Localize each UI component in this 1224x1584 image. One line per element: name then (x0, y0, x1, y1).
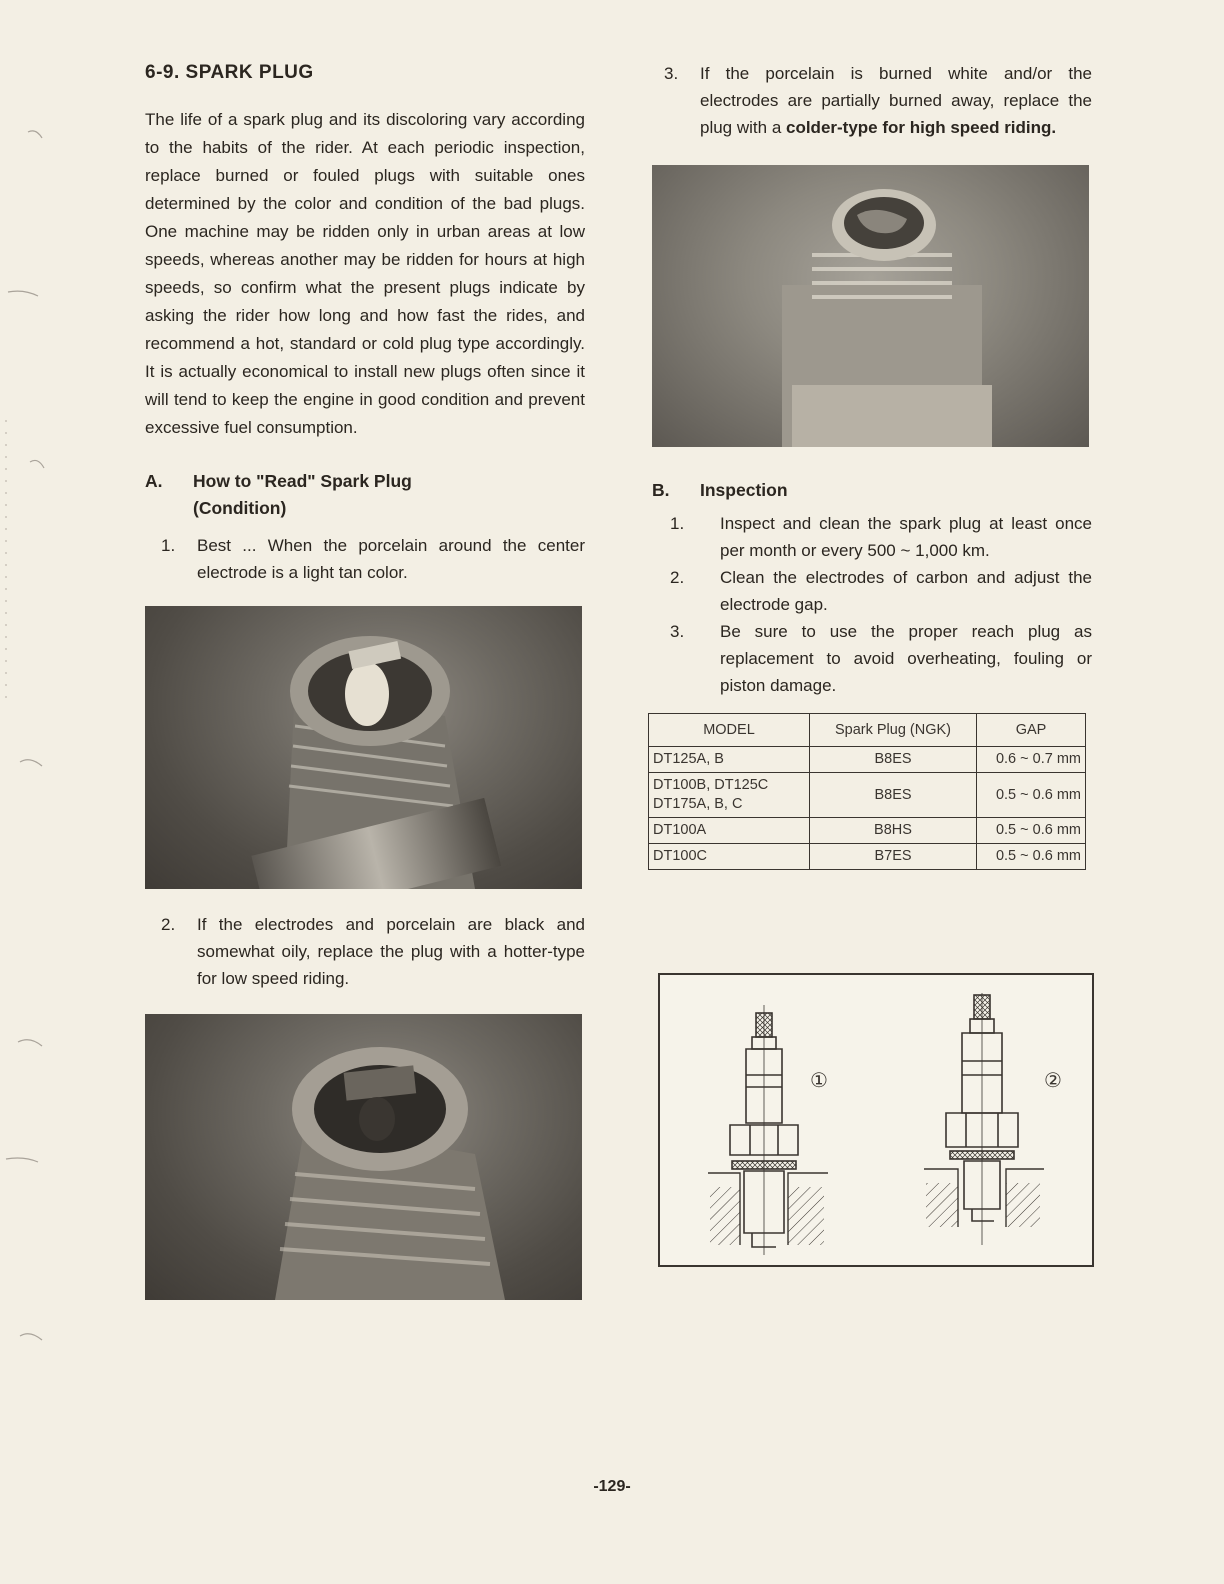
cell-model: DT100A (649, 818, 810, 844)
item-number: 2. (161, 915, 176, 934)
section-a-letter: A. (145, 471, 163, 491)
reach-diagram-drawing (660, 975, 1092, 1265)
column-header-gap: GAP (977, 714, 1086, 747)
spark-plug-photo-tan (145, 606, 582, 889)
cylinder-head-1-drawing (708, 1173, 828, 1245)
table-row (649, 773, 1086, 818)
left-column (145, 62, 585, 1300)
cell-gap: 0.6 ~ 0.7 mm (977, 747, 1086, 773)
list-item (652, 60, 1092, 141)
item-text: Clean the electrodes of carbon and adjust the electrode gap. (720, 568, 1092, 614)
diagram-label-2: ② (1044, 1068, 1062, 1092)
cell-plug: B8HS (810, 818, 977, 844)
item-number: 1. (670, 514, 685, 533)
spark-plug-photo-black (145, 1014, 582, 1300)
section-b-heading (652, 477, 1092, 504)
diagram-label-1: ① (810, 1068, 828, 1092)
intro-paragraph: The life of a spark plug and its discoloring vary according to the habits of the rider. At each periodic inspection, replace burned or fouled plugs with suitable ones determined by the color and condition of the bad plugs. One machine may be ridden only in urban areas at low speeds, whereas another may be ridden for hours at high speeds, so confirm what the present plugs indicate by asking the rider how long and how fast the rides, and recommend a hot, standard or cold plug type accordingly. It is actually economical to install new plugs often since it will tend to keep the engine in good condition and prevent excessive fuel consumption. (145, 110, 585, 437)
item-text: Be sure to use the proper reach plug as replacement to avoid overheating, fouling or piston damage. (720, 622, 1092, 695)
list-item (145, 911, 585, 992)
cell-model: DT125A, B (649, 747, 810, 773)
item-text-bold: colder-type for high speed riding. (786, 118, 1057, 137)
cell-gap: 0.5 ~ 0.6 mm (977, 818, 1086, 844)
item-number: 2. (670, 568, 685, 587)
cell-model: DT100C (649, 844, 810, 870)
cell-plug: B8ES (810, 773, 977, 818)
table-row (649, 747, 1086, 773)
cell-gap: 0.5 ~ 0.6 mm (977, 844, 1086, 870)
cell-model: DT100B, DT125C DT175A, B, C (649, 773, 810, 818)
list-item (652, 510, 1092, 564)
item-number: 3. (670, 622, 685, 641)
cell-plug: B7ES (810, 844, 977, 870)
spark-plug-photo-white (652, 165, 1089, 447)
table-row (649, 844, 1086, 870)
margin-binding-marks (0, 0, 60, 1584)
item-text-wrap (700, 60, 1092, 141)
cell-gap: 0.5 ~ 0.6 mm (977, 773, 1086, 818)
item-text: If the electrodes and porcelain are black and somewhat oily, replace the plug with a hotter-type for low speed riding. (197, 915, 585, 988)
plug-reach-diagram (658, 973, 1094, 1267)
spark-plug-spec-table (648, 713, 1086, 870)
item-number: 1. (161, 536, 176, 555)
item-text: Inspect and clean the spark plug at least once per month or every 500 ~ 1,000 km. (720, 514, 1092, 560)
table-header-row (649, 714, 1086, 747)
cell-plug: B8ES (810, 747, 977, 773)
section-a-heading (145, 468, 585, 522)
column-header-plug: Spark Plug (NGK) (810, 714, 977, 747)
right-column (652, 60, 1092, 870)
cylinder-head-2-drawing (924, 1169, 1044, 1227)
page-number: -129- (593, 1478, 631, 1495)
section-b-title: Inspection (700, 480, 788, 500)
section-b-letter: B. (652, 480, 670, 500)
item-text: If the porcelain is burned white and/or the electrodes are partially burned away, replace the plug with a (700, 64, 1092, 137)
column-header-model: MODEL (649, 714, 810, 747)
section-heading: 6-9. SPARK PLUG (145, 62, 314, 83)
item-number: 3. (664, 64, 679, 83)
list-item (145, 532, 585, 586)
list-item (652, 564, 1092, 618)
list-item (652, 618, 1092, 699)
table-row (649, 818, 1086, 844)
section-a-title: How to "Read" Spark Plug (Condition) (193, 471, 412, 518)
item-text: Best ... When the porcelain around the center electrode is a light tan color. (197, 536, 585, 582)
